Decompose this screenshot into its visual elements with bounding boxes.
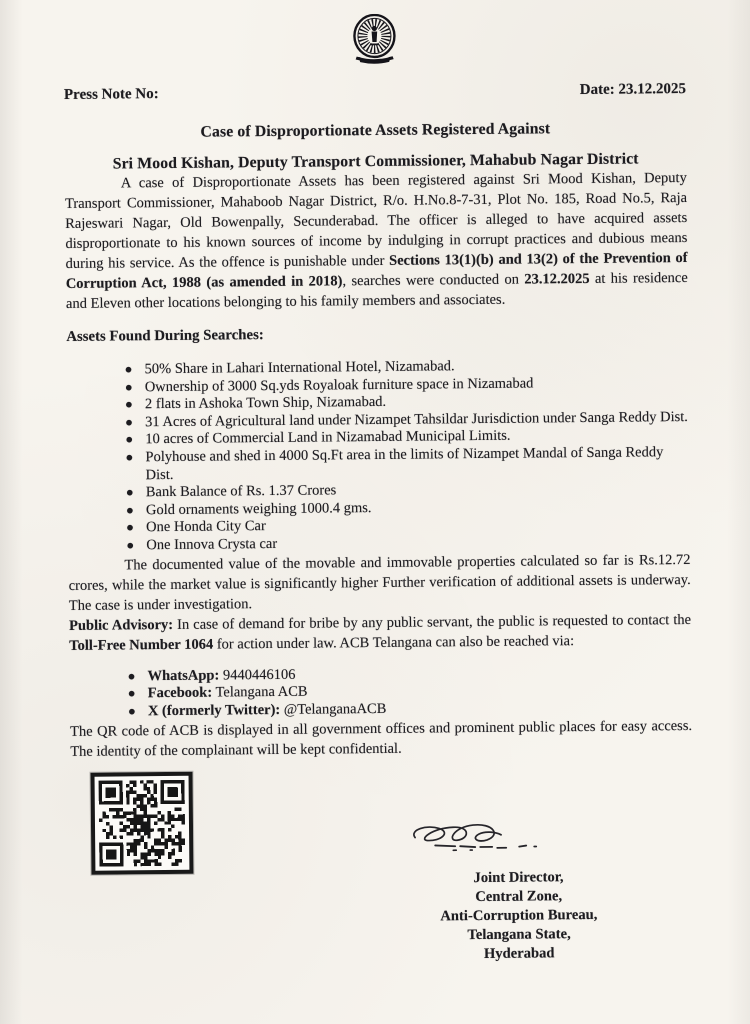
bullet-icon: ● xyxy=(125,502,134,518)
bullet-icon: ● xyxy=(126,519,135,535)
contact-channel-label: Facebook: xyxy=(147,684,213,702)
asset-item-text: 2 flats in Ashoka Town Ship, Nizamabad. xyxy=(144,394,387,413)
public-advisory-paragraph xyxy=(69,610,691,656)
asset-item-text: 50% Share in Lahari International Hotel, Nizamabad. xyxy=(144,358,455,378)
bullet-icon: ● xyxy=(127,703,136,719)
bullet-icon: ● xyxy=(125,449,134,465)
sections-cited-text: Sections 13(1)(b) and 13(2) of the Prevention of Corruption Act, 1988 (as amended in 2018) xyxy=(65,249,688,292)
document-title-line1: Case of Disproportionate Assets Registered Against xyxy=(200,120,551,141)
acb-emblem-icon xyxy=(345,14,403,67)
contact-channels-list xyxy=(69,663,691,722)
bullet-icon: ● xyxy=(126,537,135,553)
signatory-zone: Central Zone, xyxy=(475,888,563,905)
bullet-icon: ● xyxy=(125,484,134,500)
signature-column xyxy=(400,767,636,964)
search-date-text: 23.12.2025 xyxy=(524,270,590,288)
contact-channel-value: 9440446106 xyxy=(219,666,296,684)
asset-item-text: Gold ornaments weighing 1000.4 gms. xyxy=(145,499,372,518)
toll-free-number-text: Toll-Free Number 1064 xyxy=(69,636,214,654)
asset-item-text: 10 acres of Commercial Land in Nizamabad Municipal Limits. xyxy=(145,428,511,448)
bullet-icon: ● xyxy=(124,396,133,412)
bullet-icon: ● xyxy=(124,361,133,377)
signatory-organisation: Anti-Corruption Bureau, xyxy=(440,906,598,925)
asset-item-text: Polyhouse and shed in 4000 Sq.Ft area in the limits of Nizampet Mandal of Sanga Reddy Dist. xyxy=(145,444,664,483)
asset-item-text: 31 Acres of Agricultural land under Nizampet Tahsildar Jurisdiction under Sanga Reddy Dist. xyxy=(145,408,688,430)
press-note-number-label: Press Note No: xyxy=(63,86,159,103)
bottom-row xyxy=(70,767,694,968)
bullet-icon: ● xyxy=(125,431,134,447)
valuation-paragraph: The documented value of the movable and immovable properties calculated so far is Rs.12.72 crores, while the market value is significantly higher Further verification of additional assets is underway. The case is under investigation. xyxy=(68,551,691,614)
asset-item-text: Ownership of 3000 Sq.yds Royaloak furniture space in Nizamabad xyxy=(144,375,534,395)
asset-item-text: Bank Balance of Rs. 1.37 Crores xyxy=(145,482,337,501)
bullet-icon: ● xyxy=(125,414,134,430)
emblem-row xyxy=(63,11,685,69)
public-advisory-end-text: for action under law. ACB Telangana can also be reached via: xyxy=(213,632,575,653)
assets-section-heading: Assets Found During Searches: xyxy=(66,327,264,345)
contact-channel-value: @TelanganaACB xyxy=(280,701,387,719)
bullet-icon: ● xyxy=(127,667,136,683)
qr-note-paragraph: The QR code of ACB is displayed in all government offices and prominent public places for easy access. The identity of the complainant will be kept confidential. xyxy=(70,717,693,760)
assets-list xyxy=(67,356,691,555)
signature-scrawl-icon xyxy=(401,815,635,855)
case-summary-mid-text: , searches were conducted on xyxy=(342,271,525,290)
signature-block xyxy=(401,867,636,964)
bullet-icon: ● xyxy=(124,378,133,394)
contact-channel-label: X (formerly Twitter): xyxy=(147,702,281,720)
asset-list-item xyxy=(123,444,689,485)
document-title-line2: Sri Mood Kishan, Deputy Transport Commissioner, Mahabub Nagar District xyxy=(112,150,639,173)
date-label: Date: 23.12.2025 xyxy=(579,80,687,99)
qr-code xyxy=(90,772,193,875)
public-advisory-text: In case of demand for bribe by any public servant, the public is requested to contact the xyxy=(172,611,692,633)
public-advisory-label: Public Advisory: xyxy=(68,616,174,634)
case-summary-paragraph xyxy=(65,168,688,314)
asset-item-text: One Innova Crysta car xyxy=(146,535,278,554)
bullet-icon: ● xyxy=(127,685,136,701)
contact-channel-label: WhatsApp: xyxy=(147,667,220,684)
asset-item-text: One Honda City Car xyxy=(146,518,266,536)
signatory-state: Telangana State, xyxy=(467,926,571,944)
case-summary-end-text: at his residence and Eleven other locations belonging to his family members and associates. xyxy=(65,269,688,312)
document-meta-row xyxy=(64,81,686,104)
case-summary-text: A case of Disproportionate Assets has been registered against Sri Mood Kishan, Deputy Transport Commissioner, Mahaboob Nagar District, R/o. H.No.8-7-31, Plot No. 185, Road No.5, Raja Rajeswari Nagar, Old Bowenpally, Secunderabad. The officer is alleged to have acquired assets disproportionate to his known sources of income by indulging in corrupt practices and dubious means during his service. As the offence is punishable under xyxy=(64,169,688,272)
contact-channel-value: Telangana ACB xyxy=(212,683,308,701)
signatory-city: Hyderabad xyxy=(483,945,555,962)
signatory-designation: Joint Director, xyxy=(473,869,564,886)
